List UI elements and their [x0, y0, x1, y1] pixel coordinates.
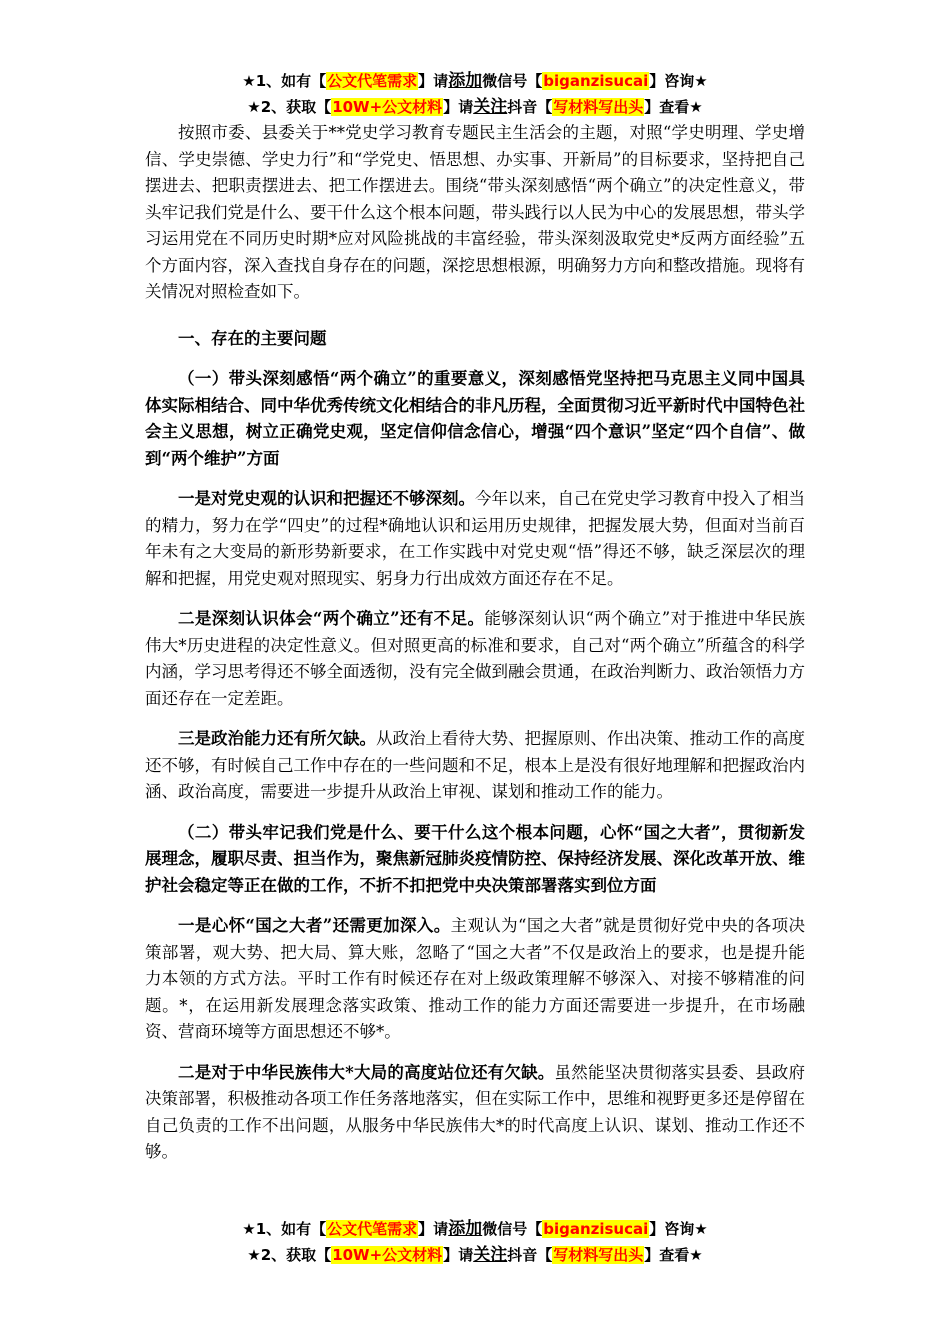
paragraph-3	[145, 726, 805, 806]
banner-underline: 添加	[448, 1219, 483, 1239]
subsection-heading-1: （一）带头深刻感悟“两个确立”的重要意义，深刻感悟党坚持把马克思主义同中国具体实际相结合、同中华优秀传统文化相结合的非凡历程，全面贯彻习近平新时代中国特色社会主义思想，树立正确党史观，坚定信仰信念信心，增强“四个意识”坚定“四个自信”、做到“两个维护”方面	[145, 369, 805, 468]
paragraph-4	[145, 913, 805, 1046]
banner-line-1	[145, 68, 805, 94]
banner-line-2	[145, 1242, 805, 1268]
subsection-heading-2: （二）带头牢记我们党是什么、要干什么这个根本问题，心怀“国之大者”，贯彻新发展理念，履职尽责、担当作为，聚焦新冠肺炎疫情防控、保持经济发展、深化改革开放、维护社会稳定等正在做的工作，不折不扣把党中央决策部署落实到位方面	[145, 822, 805, 895]
banner-text: 】查看★	[644, 98, 703, 116]
banner-highlight: 公文代笔需求	[327, 1220, 418, 1238]
banner-text: ★2、获取【	[247, 98, 332, 116]
banner-douyin-id: 写材料写出头	[553, 1246, 644, 1264]
banner-text: ★1、如有【	[242, 1220, 327, 1238]
document-page	[145, 68, 805, 1166]
banner-underline: 添加	[448, 71, 483, 91]
banner-text: 】请	[418, 1220, 449, 1238]
banner-line-2	[145, 94, 805, 120]
paragraph-1	[145, 486, 805, 592]
paragraph-body: 今年以来，自己在党史学习教育中投入了相当的精力，努力在学“四史”的过程*确地认识和运用历史规律，把握发展大势，但面对当前百年未有之大变局的新形势新要求，在工作实践中对党史观“悟”得还不够，缺乏深层次的理解和把握，用党史观对照现实、躬身力行出成效方面还存在不足。	[145, 489, 805, 588]
bottom-banner	[145, 1216, 805, 1268]
banner-wechat-id: biganzisucai	[543, 72, 649, 90]
banner-text: 微信号【	[482, 72, 543, 90]
top-banner	[145, 68, 805, 120]
paragraph-lead: 二是对于中华民族伟大*大局的高度站位还有欠缺。	[178, 1062, 555, 1082]
paragraph-lead: 一是对党史观的认识和把握还不够深刻。	[178, 489, 475, 508]
banner-line-1	[145, 1216, 805, 1242]
paragraph-body: 从政治上看待大势、把握原则、作出决策、推动工作的高度还不够，有时候自己工作中存在的一些问题和不足，根本上是没有很好地理解和把握政治内涵、政治高度，需要进一步提升从政治上审视、谋划和推动工作的能力。	[145, 729, 805, 801]
banner-douyin-id: 写材料写出头	[553, 98, 644, 116]
banner-text: 】查看★	[644, 1246, 703, 1264]
banner-text: 抖音【	[507, 1246, 553, 1264]
paragraph-5	[145, 1060, 805, 1166]
paragraph-2	[145, 606, 805, 712]
banner-highlight: 10W+公文材料	[332, 1246, 443, 1264]
banner-text: 】咨询★	[649, 1220, 708, 1238]
banner-text: 】咨询★	[649, 72, 708, 90]
banner-text: ★1、如有【	[242, 72, 327, 90]
banner-highlight: 10W+公文材料	[332, 98, 443, 116]
banner-text: 】请	[443, 98, 474, 116]
banner-wechat-id: biganzisucai	[543, 1220, 649, 1238]
banner-underline: 关注	[473, 1245, 508, 1265]
section-heading-1: 一、存在的主要问题	[178, 328, 327, 348]
banner-highlight: 公文代笔需求	[327, 72, 418, 90]
banner-text: ★2、获取【	[247, 1246, 332, 1264]
banner-text: 】请	[443, 1246, 474, 1264]
paragraph-lead: 一是心怀“国之大者”还需更加深入。	[178, 916, 451, 935]
banner-text: 抖音【	[507, 98, 553, 116]
banner-text: 微信号【	[482, 1220, 543, 1238]
banner-underline: 关注	[473, 97, 508, 117]
paragraph-lead: 二是深刻认识体会“两个确立”还有不足。	[178, 609, 485, 628]
banner-text: 】请	[418, 72, 449, 90]
paragraph-lead: 三是政治能力还有所欠缺。	[178, 729, 376, 748]
paragraph-body: 能够深刻认识“两个确立”对于推进中华民族伟大*历史进程的决定性意义。但对照更高的标准和要求，自己对“两个确立”所蕴含的科学内涵，学习思考得还不够全面透彻，没有完全做到融会贯通，在政治判断力、政治领悟力方面还存在一定差距。	[145, 609, 806, 708]
intro-paragraph: 按照市委、县委关于**党史学习教育专题民主生活会的主题，对照“学史明理、学史增信、学史崇德、学史力行”和“学党史、悟思想、办实事、开新局”的目标要求，坚持把自己摆进去、把职责摆进去、把工作摆进去。围绕“带头深刻感悟“两个确立”的决定性意义，带头牢记我们党是什么、要干什么这个根本问题，带头践行以人民为中心的发展思想，带头学习运用党在不同历史时期*应对风险挑战的丰富经验，带头深刻汲取党史*反两方面经验”五个方面内容，深入查找自身存在的问题，深挖思想根源，明确努力方向和整改措施。现将有关情况对照检查如下。	[145, 123, 805, 301]
paragraph-body: 虽然能坚决贯彻落实县委、县政府决策部署，积极推动各项工作任务落地落实，但在实际工作中，思维和视野更多还是停留在自己负责的工作不出问题，从服务中华民族伟大*的时代高度上认识、谋划、推动工作还不够。	[145, 1062, 805, 1161]
paragraph-body: 主观认为“国之大者”就是贯彻好党中央的各项决策部署，观大势、把大局、算大账，忽略了“国之大者”不仅是政治上的要求，也是提升能力本领的方式方法。平时工作有时候还存在对上级政策理解不够深入、对接不够精准的问题。*，在运用新发展理念落实政策、推动工作的能力方面还需要进一步提升，在市场融资、营商环境等方面思想还不够*。	[145, 916, 806, 1041]
